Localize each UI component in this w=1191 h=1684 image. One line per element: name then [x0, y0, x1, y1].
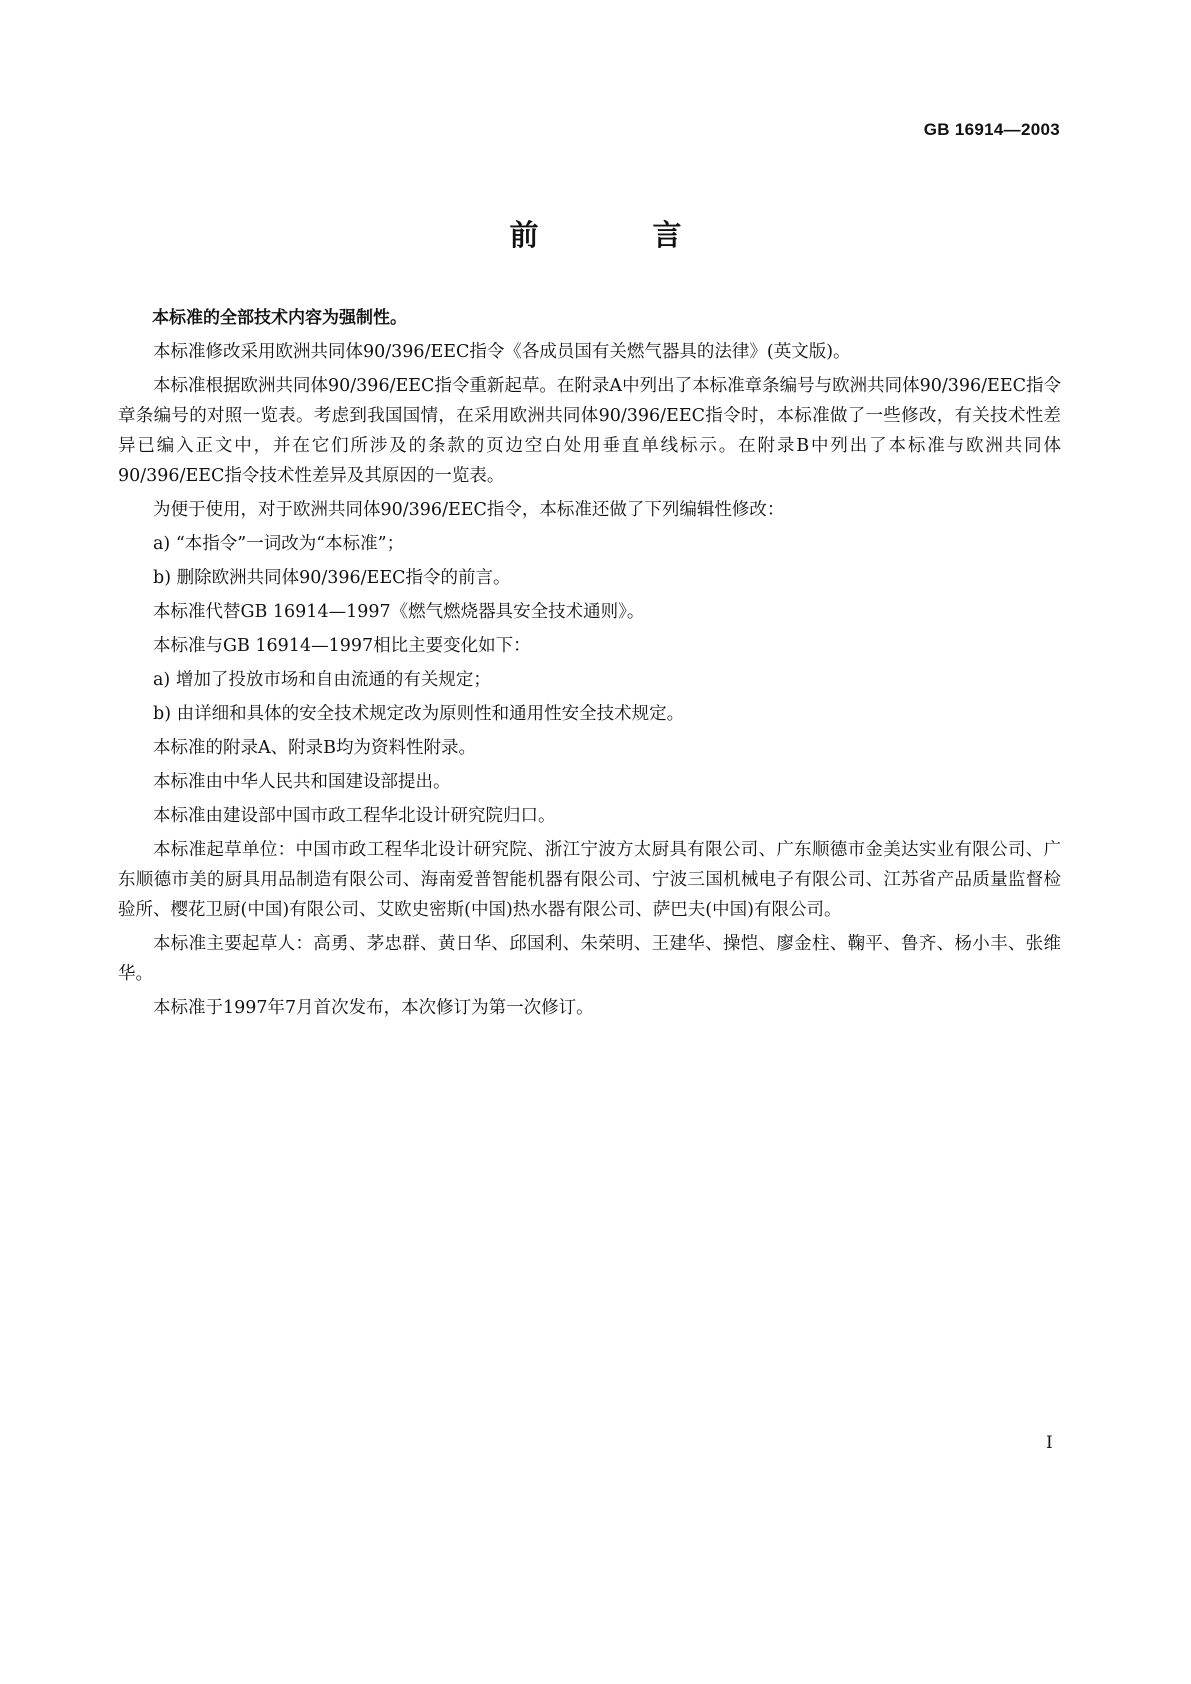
paragraph: 本标准于1997年7月首次发布，本次修订为第一次修订。	[153, 998, 594, 1018]
foreword-body	[118, 303, 1061, 1027]
paragraph: 为便于使用，对于欧洲共同体90/396/EEC指令，本标准还做了下列编辑性修改：	[153, 500, 785, 520]
paragraph: 本标准由中华人民共和国建设部提出。	[153, 772, 451, 792]
list-item: b) 删除欧洲共同体90/396/EEC指令的前言。	[153, 568, 511, 588]
page-number: I	[1046, 1433, 1053, 1453]
paragraph-mandatory: 本标准的全部技术内容为强制性。	[152, 308, 407, 328]
paragraph: 本标准的附录A、附录B均为资料性附录。	[153, 738, 476, 758]
paragraph: 本标准与GB 16914—1997相比主要变化如下：	[153, 636, 531, 656]
paragraph: 本标准由建设部中国市政工程华北设计研究院归口。	[153, 806, 556, 826]
list-item: b) 由详细和具体的安全技术规定改为原则性和通用性安全技术规定。	[153, 704, 685, 724]
list-item: a) “本指令”一词改为“本标准”；	[153, 534, 405, 554]
page-title: 前 言	[509, 218, 734, 252]
paragraph: 本标准修改采用欧洲共同体90/396/EEC指令《各成员国有关燃气器具的法律》(英文版)。	[153, 342, 851, 362]
paragraph: 本标准根据欧洲共同体90/396/EEC指令重新起草。在附录A中列出了本标准章条编号与欧洲共同体90/396/EEC指令章条编号的对照一览表。考虑到我国国情，在采用欧洲共同体90/396/EEC指令时，本标准做了一些修改，有关技术性差异已编入正文中，并在它们所涉及的条款的页边空白处用垂直单线标示。在附录B中列出了本标准与欧洲共同体90/396/EEC指令技术性差异及其原因的一览表。	[118, 376, 1061, 486]
list-item: a) 增加了投放市场和自由流通的有关规定；	[153, 670, 491, 690]
paragraph: 本标准代替GB 16914—1997《燃气燃烧器具安全技术通则》。	[153, 602, 645, 622]
paragraph: 本标准起草单位：中国市政工程华北设计研究院、浙江宁波方太厨具有限公司、广东顺德市金美达实业有限公司、广东顺德市美的厨具用品制造有限公司、海南爱普智能机器有限公司、宁波三国机械电子有限公司、江苏省产品质量监督检验所、樱花卫厨(中国)有限公司、艾欧史密斯(中国)热水器有限公司、萨巴夫(中国)有限公司。	[118, 840, 1061, 920]
paragraph: 本标准主要起草人：高勇、茅忠群、黄日华、邱国利、朱荣明、王建华、操恺、廖金柱、鞠平、鲁齐、杨小丰、张维华。	[118, 934, 1061, 984]
standard-code: GB 16914—2003	[923, 120, 1060, 139]
